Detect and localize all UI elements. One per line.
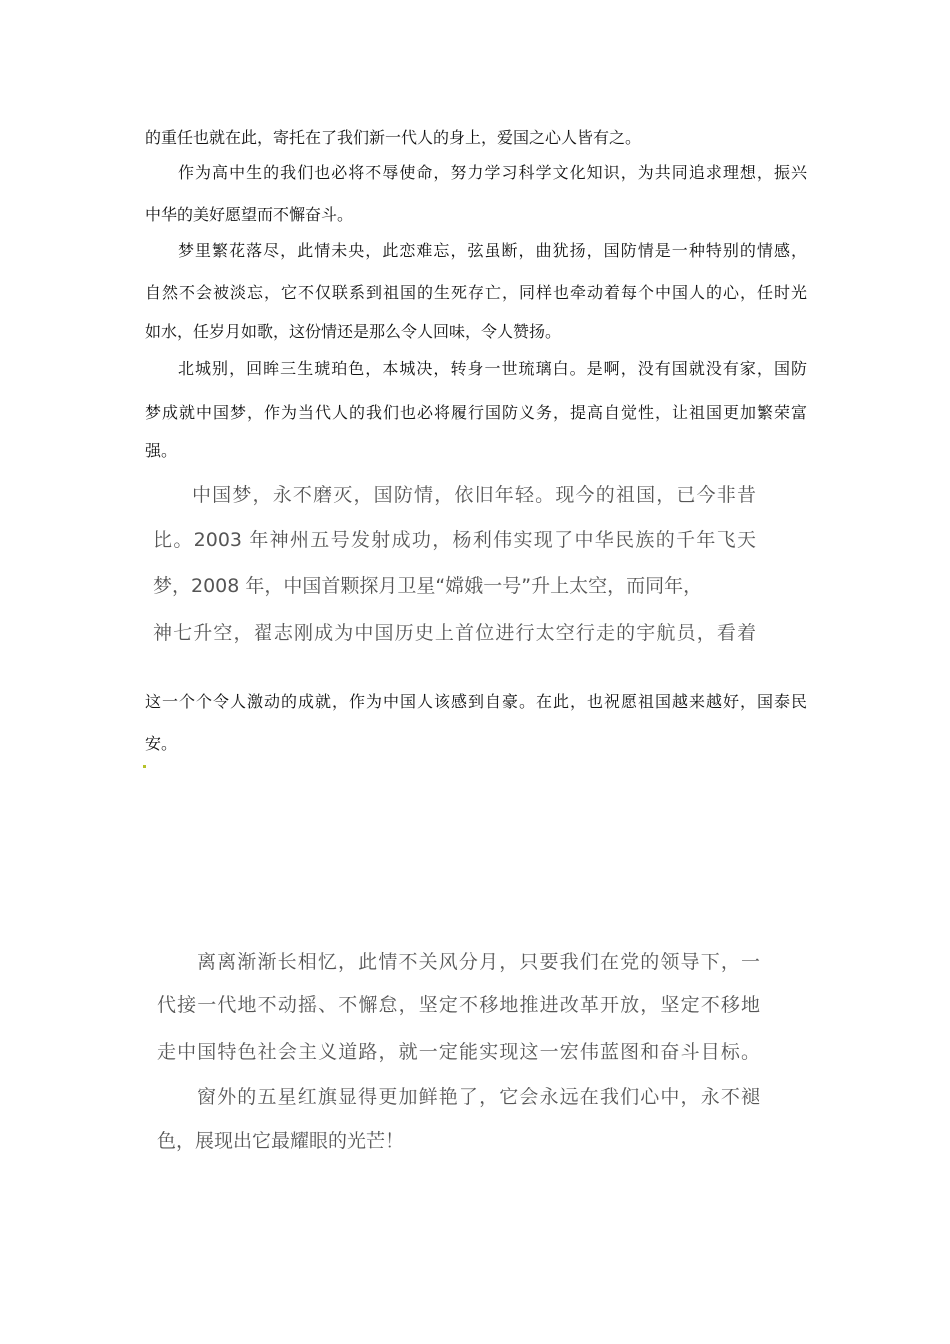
image-text-line: 梦，2008 年，中国首颗探月卫星“嫦娥一号”升上太空，而同年，: [153, 575, 703, 597]
paragraph-line: 自然不会被淡忘，它不仅联系到祖国的生死存亡，同样也牵动着每个中国人的心，任时光: [145, 283, 807, 302]
paragraph-line: 这一个个令人激动的成就，作为中国人该感到自豪。在此，也祝愿祖国越来越好，国泰民: [145, 692, 807, 711]
image-text-line: 中国梦，永不磨灭，国防情，依旧年轻。现今的祖国，已今非昔: [192, 484, 756, 506]
paragraph-line: 梦成就中国梦，作为当代人的我们也必将履行国防义务，提高自觉性，让祖国更加繁荣富: [145, 403, 807, 422]
paragraph-line: 梦里繁花落尽，此情未央，此恋难忘，弦虽断，曲犹扬，国防情是一种特别的情感，: [178, 241, 807, 260]
paragraph-line: 作为高中生的我们也必将不辱使命，努力学习科学文化知识，为共同追求理想，振兴: [178, 163, 807, 182]
paragraph-line: 的重任也就在此，寄托在了我们新一代人的身上，爱国之心人皆有之。: [145, 128, 642, 147]
paragraph-line: 北城别，回眸三生琥珀色，本城决，转身一世琉璃白。是啊，没有国就没有家，国防: [178, 359, 807, 378]
paragraph-line: 安。: [145, 734, 178, 753]
image-text-line: 代接一代地不动摇、不懈怠，坚定不移地推进改革开放，坚定不移地: [157, 994, 760, 1016]
paragraph-line: 如水，任岁月如歌，这份情还是那么令人回味，令人赞扬。: [145, 322, 562, 341]
paragraph-line: 强。: [145, 441, 178, 460]
image-text-line: 神七升空，翟志刚成为中国历史上首位进行太空行走的宇航员，看着: [153, 622, 756, 644]
image-text-line: 走中国特色社会主义道路，就一定能实现这一宏伟蓝图和奋斗目标。: [157, 1041, 760, 1063]
image-text-line: 比。2003 年神州五号发射成功，杨利伟实现了中华民族的千年飞天: [153, 529, 756, 551]
image-text-line: 色，展现出它最耀眼的光芒！: [157, 1130, 405, 1152]
stray-mark: [143, 765, 146, 768]
paragraph-line: 中华的美好愿望而不懈奋斗。: [145, 205, 354, 224]
image-text-line: 窗外的五星红旗显得更加鲜艳了，它会永远在我们心中，永不褪: [197, 1086, 760, 1108]
image-text-line: 离离渐渐长相忆，此情不关风分月，只要我们在党的领导下，一: [197, 951, 760, 973]
